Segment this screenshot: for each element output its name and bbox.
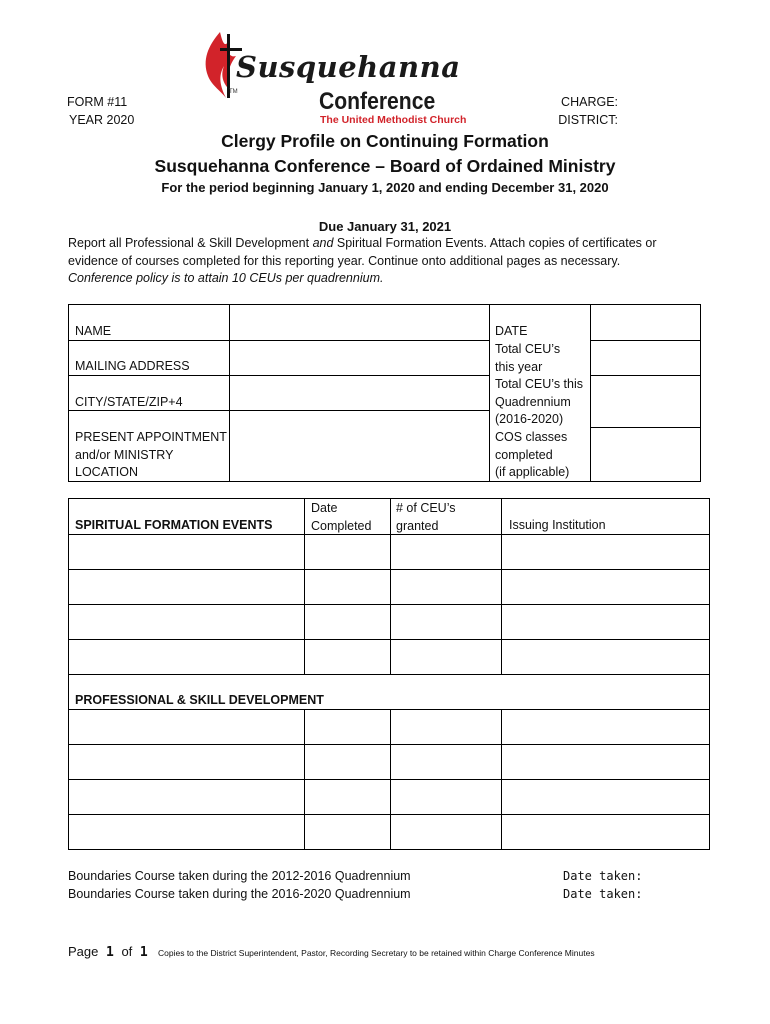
page-total: 1 <box>139 945 148 960</box>
profile-info-table <box>68 304 701 482</box>
logo-wordmark: Susquehanna <box>236 50 461 84</box>
professional-event-4[interactable] <box>70 815 304 849</box>
city-state-zip-label: CITY/STATE/ZIP+4 <box>75 395 183 409</box>
mailing-address-label: MAILING ADDRESS <box>75 359 190 373</box>
events-table <box>68 498 710 850</box>
name-field[interactable] <box>230 306 489 340</box>
due-date: Due January 31, 2021 <box>318 219 452 234</box>
date-completed-header: Date Completed <box>311 501 372 533</box>
instructions-and: and <box>312 236 334 250</box>
date-taken-1-label: Date taken: <box>563 869 643 883</box>
copies-note: Copies to the District Superintendent, Pastor, Recording Secretary to be retained within Charge Conference Minutes <box>158 948 595 958</box>
total-ceus-quadrennium-field[interactable] <box>591 376 701 427</box>
spiritual-event-3[interactable] <box>70 605 304 639</box>
charge-label: CHARGE: <box>561 95 618 109</box>
professional-development-header: PROFESSIONAL & SKILL DEVELOPMENT <box>75 693 324 707</box>
boundaries-2016-2020: Boundaries Course taken during the 2016-2020 Quadrennium <box>68 887 411 901</box>
cos-classes-label: COS classes completed (if applicable) <box>495 430 570 479</box>
city-state-zip-field[interactable] <box>230 376 489 410</box>
date-label: DATE <box>495 324 528 338</box>
of-word: of <box>121 944 133 959</box>
logo-church-name: The United Methodist Church <box>320 114 467 126</box>
page-word: Page <box>68 944 99 959</box>
instructions-part2: Spiritual Formation Events. Attach copies of certificates or evidence of courses completed for this reporting year. Continue onto additional pages as necessary. <box>68 236 657 268</box>
page-number: 1 <box>106 945 114 960</box>
form-title: Clergy Profile on Continuing Formation <box>221 131 549 151</box>
instructions-part1: Report all Professional & Skill Development <box>68 236 313 250</box>
district-label: DISTRICT: <box>558 113 618 127</box>
instructions <box>68 235 708 288</box>
boundaries-2012-2016: Boundaries Course taken during the 2012-2016 Quadrennium <box>68 869 411 883</box>
form-subtitle: Susquehanna Conference – Board of Ordained Ministry <box>154 156 616 176</box>
cos-classes-field[interactable] <box>591 428 701 481</box>
total-ceus-quadrennium-label: Total CEU’s this Quadrennium (2016-2020) <box>495 377 583 426</box>
ceus-granted-header: # of CEU’s granted <box>396 501 456 533</box>
present-appointment-field[interactable] <box>230 411 489 481</box>
date-taken-2-label: Date taken: <box>563 887 643 901</box>
total-ceus-year-field[interactable] <box>591 341 701 375</box>
professional-event-1[interactable] <box>70 710 304 744</box>
trademark-mark: TM <box>229 89 238 95</box>
mailing-address-field[interactable] <box>230 341 489 375</box>
professional-event-2[interactable] <box>70 745 304 779</box>
issuing-institution-header: Issuing Institution <box>509 518 606 532</box>
conference-policy: Conference policy is to attain 10 CEUs per quadrennium. <box>68 271 384 285</box>
reporting-period: For the period beginning January 1, 2020 and ending December 31, 2020 <box>161 180 609 195</box>
spiritual-formation-header: SPIRITUAL FORMATION EVENTS <box>75 518 273 532</box>
spiritual-event-4[interactable] <box>70 640 304 674</box>
date-field[interactable] <box>591 306 701 340</box>
name-label: NAME <box>75 324 112 338</box>
total-ceus-year-label: Total CEU’s this year <box>495 342 561 374</box>
spiritual-event-2[interactable] <box>70 570 304 604</box>
form-year: YEAR 2020 <box>69 113 135 127</box>
professional-event-3[interactable] <box>70 780 304 814</box>
form-number: FORM #11 <box>67 95 128 109</box>
present-appointment-label: PRESENT APPOINTMENT and/or MINISTRY LOCATION <box>75 430 227 479</box>
page-indicator <box>68 944 152 960</box>
spiritual-event-1[interactable] <box>70 535 304 569</box>
logo-subtitle: Conference <box>319 88 436 115</box>
